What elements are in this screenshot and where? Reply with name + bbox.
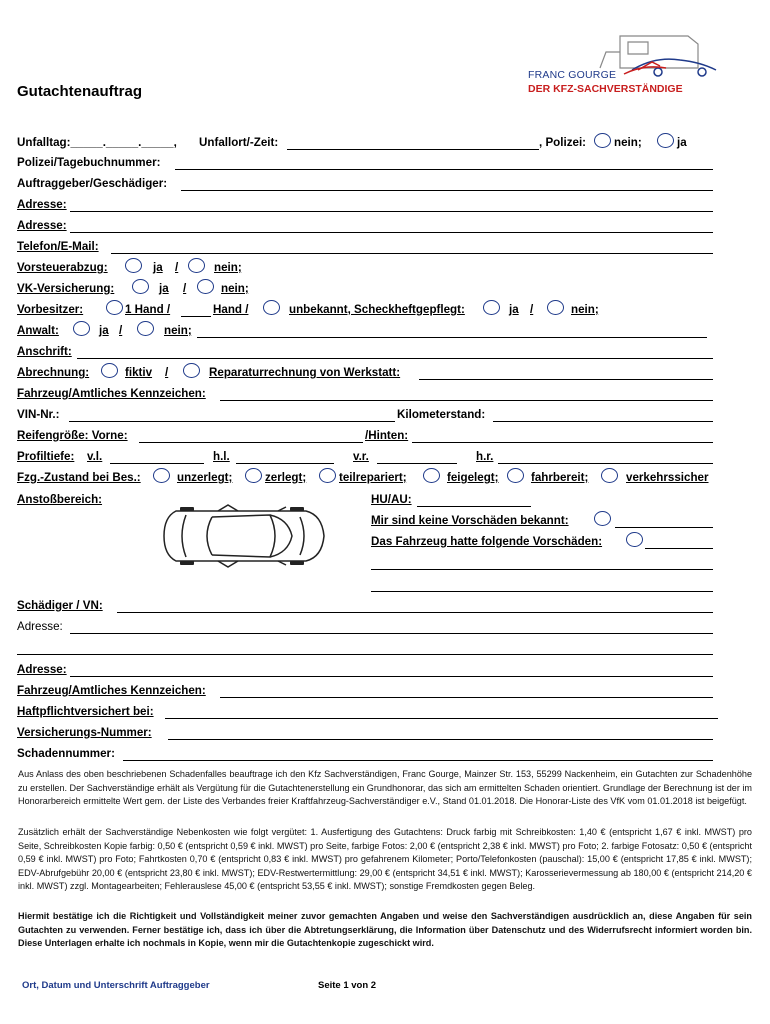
vorbesitzer-unbekannt-radio[interactable] [263,300,280,315]
logo-name: FRANC GOURGE [528,69,617,81]
vorsteuer-ja-label: ja [153,261,163,274]
row-anstossbereich [17,493,137,513]
anwalt-nein-radio[interactable] [137,321,154,336]
row-anwalt [17,324,717,344]
polizei-label: , Polizei: [539,136,587,149]
abrechnung-reparatur-label: Reparaturrechnung von Werkstatt: [209,366,401,379]
vorbesitzer-1hand-radio[interactable] [106,300,123,315]
werkstatt-line[interactable] [419,379,713,380]
row-keine-vorschaeden [371,514,716,534]
polizei-tagebuch-label: Polizei/Tagebuchnummer: [17,156,161,169]
scheckheft-ja-label: ja [509,303,519,316]
signature-label: Ort, Datum und Unterschrift Auftraggeber [22,980,210,991]
abrechnung-fiktiv-label: fiktiv [125,366,153,379]
row-profil [17,450,717,470]
vin-label: VIN-Nr.: [17,408,60,421]
zerlegt-radio[interactable] [245,468,262,483]
abrechnung-label: Abrechnung: [17,366,90,379]
verkehrssicher-radio[interactable] [601,468,618,483]
row-schaediger-adresse [17,620,717,640]
schaediger-line[interactable] [117,612,713,613]
profil-label: Profiltiefe: [17,450,75,463]
feigelegt-radio[interactable] [423,468,440,483]
schaediger-adresse-line-2[interactable] [17,654,713,655]
row-telefon [17,240,717,260]
unzerlegt-radio[interactable] [153,468,170,483]
reifen-label: Reifengröße: Vorne: [17,429,128,442]
telefon-line[interactable] [111,253,713,254]
vk-ja-label: ja [159,282,169,295]
unzerlegt-label: unzerlegt; [177,471,233,484]
row-auftraggeber [17,177,717,197]
vorschaeden-line-1[interactable] [371,569,713,570]
polizei-nein-radio[interactable] [594,133,611,148]
vorsteuer-nein-label: nein; [214,261,242,274]
row-polizei-tagebuch [17,156,717,176]
scheckheft-nein-label: nein; [571,303,599,316]
anwalt-ja-label: ja [99,324,109,337]
profil-hr-line[interactable] [498,463,713,464]
polizei-tagebuch-line[interactable] [175,169,713,170]
anschrift-line[interactable] [77,358,713,359]
profil-hl-label: h.l. [213,450,230,463]
fahrzeug-label: Fahrzeug/Amtliches Kennzeichen: [17,387,206,400]
anwalt-line[interactable] [197,337,707,338]
kilometerstand-label: Kilometerstand: [397,408,486,421]
vin-line[interactable] [69,421,395,422]
reifen-vorne-line[interactable] [139,442,363,443]
logo-subtitle: DER KFZ-SACHVERSTÄNDIGE [528,83,683,95]
row-unfalltag [17,136,757,156]
schadennummer-line[interactable] [123,760,713,761]
fahrzeug-label: Fahrzeug/Amtliches Kennzeichen: [17,684,206,697]
teilrepariert-label: teilrepariert; [339,471,407,484]
anwalt-label: Anwalt: [17,324,59,337]
abrechnung-reparatur-radio[interactable] [183,363,200,378]
vk-label: VK-Versicherung: [17,282,115,295]
row-vorsteuer [17,261,277,281]
scheckheft-nein-radio[interactable] [547,300,564,315]
feigelegt-label: feigelegt; [447,471,499,484]
polizei-nein-label: nein; [614,136,642,149]
versicherungsnummer-label: Versicherungs-Nummer: [17,726,152,739]
row-versicherungsnummer [17,726,717,746]
abrechnung-slash: / [165,366,169,379]
vorsteuer-slash: / [175,261,179,274]
keine-vorschaeden-line[interactable] [615,527,713,528]
vorbesitzer-unbekannt-label: unbekannt, Scheckheftgepflegt: [289,303,465,316]
hinten-label: /Hinten: [365,429,409,442]
vorbesitzer-hand-label: Hand / [213,303,249,316]
page-title: Gutachtenauftrag [17,83,143,100]
row-anschrift [17,345,717,365]
row-vk [17,282,277,302]
vorbesitzer-1hand-label: 1 Hand / [125,303,171,316]
row-adresse-2 [17,219,717,239]
anwalt-ja-radio[interactable] [73,321,90,336]
schaediger-label: Schädiger / VN: [17,599,103,612]
zerlegt-label: zerlegt; [265,471,307,484]
anwalt-slash: / [119,324,123,337]
vk-slash: / [183,282,187,295]
versicherungsnummer-line[interactable] [168,739,713,740]
vorsteuer-ja-radio[interactable] [125,258,142,273]
fahrbereit-radio[interactable] [507,468,524,483]
haftpflicht-label: Haftpflichtversichert bei: [17,705,154,718]
vk-nein-label: nein; [221,282,249,295]
scheckheft-slash: / [530,303,534,316]
polizei-ja-radio[interactable] [657,133,674,148]
row-adresse-3 [17,663,717,683]
row-fahrzeug [17,387,717,407]
profil-vr-line[interactable] [377,463,457,464]
vorsteuer-nein-radio[interactable] [188,258,205,273]
schaediger-adresse-line[interactable] [70,633,713,634]
row-hu-au [371,493,551,513]
folgende-vorschaeden-label: Das Fahrzeug hatte folgende Vorschäden: [371,535,603,548]
folgende-vorschaeden-line[interactable] [645,548,713,549]
reifen-hinten-line[interactable] [412,442,713,443]
fahrzeug-line[interactable] [220,697,713,698]
row-fzg-zustand [17,471,757,491]
auftraggeber-label: Auftraggeber/Geschädiger: [17,177,168,190]
fahrzeug-line[interactable] [220,400,713,401]
vorbesitzer-label: Vorbesitzer: [17,303,84,316]
fahrbereit-label: fahrbereit; [531,471,589,484]
adresse-label: Adresse: [17,663,67,676]
row-reifen [17,429,717,449]
teilrepariert-radio[interactable] [319,468,336,483]
auftraggeber-line[interactable] [181,190,713,191]
folgende-vorschaeden-radio[interactable] [626,532,643,547]
vk-nein-radio[interactable] [197,279,214,294]
vorschaeden-line-2[interactable] [371,591,713,592]
scheckheft-ja-radio[interactable] [483,300,500,315]
row-vorbesitzer [17,303,637,323]
page-number: Seite 1 von 2 [318,980,377,991]
vorsteuer-label: Vorsteuerabzug: [17,261,108,274]
adresse-line[interactable] [70,676,713,677]
fzg-zustand-label: Fzg.-Zustand bei Bes.: [17,471,141,484]
row-fahrzeug-2 [17,684,717,704]
hu-au-label: HU/AU: [371,493,412,506]
vorbesitzer-anzahl-line[interactable] [181,316,211,317]
row-schaediger [17,599,717,619]
verkehrssicher-label: verkehrssicher [626,471,709,484]
unfallort-line[interactable] [287,149,539,150]
schadennummer-label: Schadennummer: [17,747,115,760]
unfalltag-label[interactable]: Unfalltag:_____._____._____, [17,136,177,149]
unfallort-label: Unfallort/-Zeit: [199,136,279,149]
profil-hr-label: h.r. [476,450,494,463]
profil-hl-line[interactable] [236,463,334,464]
profil-vl-label: v.l. [87,450,103,463]
adresse-label: Adresse: [17,219,67,232]
kilometerstand-line[interactable] [493,421,713,422]
anschrift-label: Anschrift: [17,345,72,358]
anstossbereich-label: Anstoßbereich: [17,493,103,506]
row-haftpflicht [17,705,722,725]
profil-vr-label: v.r. [353,450,369,463]
vk-ja-radio[interactable] [132,279,149,294]
auftrag-text: Aus Anlass des oben beschriebenen Schadenfalles beauftrage ich den Kfz Sachverständigen, Franc Gourge, Mainzer Str. 153, 55299 Nackenheim, ein Gutachten zur Schadenhöhe zu erstellen. Der Sachverständige erhält als Vergütung für die Gutachtenerstellung ein Grundhonorar, das sich am ermittelten Schaden orientiert. Grundlage der Berechnung ist der im Honorarbereich ermittelte Wert gem. der Liste des Verbandes freier Kraftfahrzeug-Sachverständiger e.V., Stand 01.01.2018. Die Honorar-Liste des VfK vom 01.01.2018 ist beigefügt. [18,769,752,807]
adresse-line[interactable] [70,211,713,212]
hu-au-line[interactable] [417,506,531,507]
nebenkosten-text: Zusätzlich erhält der Sachverständige Nebenkosten wie folgt vergütet: 1. Ausfertigung des Gutachtens: Druck farbig mit Schreibkosten: 1,40 € (entspricht 1,67 € inkl. MWST) pro Seite, Schreibkosten Kopie farbig: 0,50 € (entspricht 0,59 € inkl. MWST) pro Seite, farbige Fotos: 2,00 € (entspricht 2,38 € inkl. MWST) pro Foto; 2. farbige Fotosatz: 0,50 € (entspricht 0,59 € inkl. MWST) pro Foto; Fahrtkosten 0,70 € (entspricht 0,83 € inkl. MWST) pro gefahrenem Kilometer; Porto/Telefonkosten (pauschal): 15,00 € (entspricht 17,85 € inkl. MWST); EDV-Abrufgebühr 20,00 € (entspricht 23,80 € inkl. MWST); EDV-Restwertermittlung: 29,00 € (entspricht 34,51 € inkl. MWST); Karosserievermessung ab 180,00 € (entspricht 214,20 € inkl. MWST) zzgl. Montagearbeiten; Fehlerauslese 45,00 € (entspricht 53,55 € inkl. MWST); sonstige Fremdkosten gegen Beleg. [18,827,752,892]
abrechnung-fiktiv-radio[interactable] [101,363,118,378]
haftpflicht-line[interactable] [165,718,718,719]
car-topview-diagram[interactable] [158,497,328,575]
bestaetigung-text: Hiermit bestätige ich die Richtigkeit und Vollständigkeit meiner zuvor gemachten Angaben und weise den Sachverständigen ausdrücklich an, diese Angaben für sein Gutachten zu verwenden. Ferner bestätige ich, dass ich über die Abtretungserklärung, die Information über Datenschutz und des Widerrufsrecht informiert worden bin. Diese Unterlagen erhalte ich nochmals in Kopie, wenn mir die Gutachtenkopie zugeschickt wird. [18,911,752,949]
telefon-label: Telefon/E-Mail: [17,240,99,253]
anwalt-nein-label: nein; [164,324,192,337]
adresse-label: Adresse: [17,198,67,211]
row-schadennummer [17,747,717,767]
row-vin [17,408,717,428]
row-abrechnung [17,366,717,386]
keine-vorschaeden-radio[interactable] [594,511,611,526]
keine-vorschaeden-label: Mir sind keine Vorschäden bekannt: [371,514,569,527]
polizei-ja-label: ja [677,136,687,149]
row-adresse-1 [17,198,717,218]
row-folgende-vorschaeden [371,535,716,555]
adresse-line[interactable] [70,232,713,233]
schaediger-adresse-label: Adresse: [17,620,63,633]
profil-vl-line[interactable] [110,463,204,464]
